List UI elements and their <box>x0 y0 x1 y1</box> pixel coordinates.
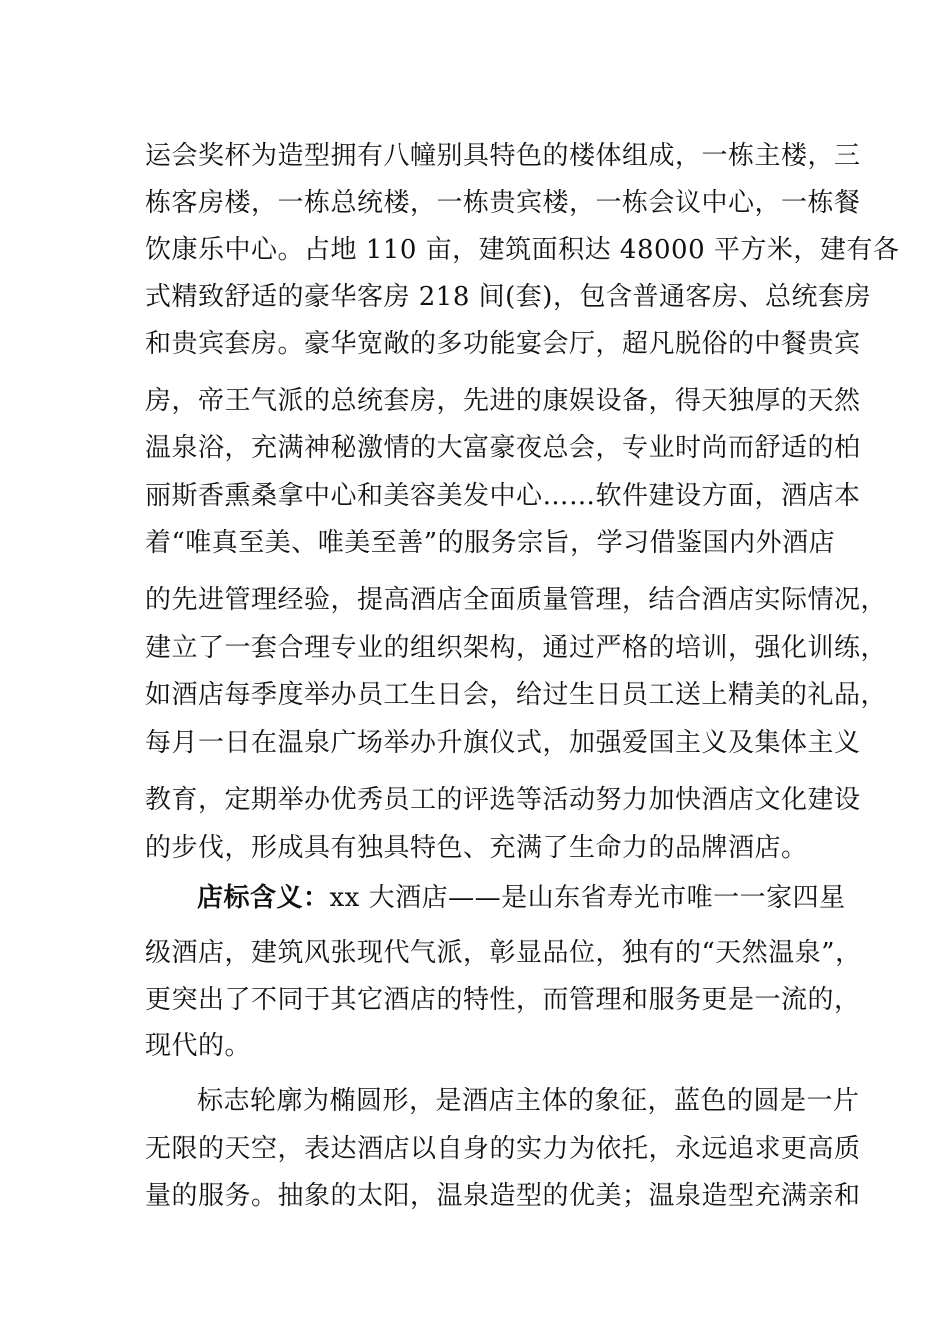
paragraph-line: 栋客房楼，一栋总统楼，一栋贵宾楼，一栋会议中心，一栋餐 <box>145 188 861 218</box>
paragraph-line: 式精致舒适的豪华客房 218 间(套)，包含普通客房、总统套房 <box>145 282 871 312</box>
paragraph-line: 温泉浴，充满神秘激情的大富豪夜总会，专业时尚而舒适的柏 <box>145 433 861 463</box>
paragraph-line: 量的服务。抽象的太阳，温泉造型的优美；温泉造型充满亲和 <box>145 1181 861 1211</box>
paragraph-first-line: 标志轮廓为椭圆形，是酒店主体的象征，蓝色的圆是一片 <box>197 1086 860 1116</box>
paragraph-line: 每月一日在温泉广场举办升旗仪式，加强爱国主义及集体主义 <box>145 728 861 758</box>
paragraph-line: 更突出了不同于其它酒店的特性，而管理和服务更是一流的， <box>145 985 861 1015</box>
paragraph-line: 教育，定期举办优秀员工的评选等活动努力加快酒店文化建设 <box>145 785 861 815</box>
paragraph-line: 运会奖杯为造型拥有八幢别具特色的楼体组成，一栋主楼，三 <box>145 141 861 171</box>
paragraph-line: 和贵宾套房。豪华宽敞的多功能宴会厅，超凡脱俗的中餐贵宾 <box>145 329 861 359</box>
paragraph-line: 着“唯真至美、唯美至善”的服务宗旨，学习借鉴国内外酒店 <box>145 528 836 558</box>
paragraph-line: 建立了一套合理专业的组织架构，通过严格的培训，强化训练， <box>145 633 888 663</box>
paragraph-line: 房，帝王气派的总统套房，先进的康娱设备，得天独厚的天然 <box>145 386 861 416</box>
paragraph-line: 现代的。 <box>145 1031 252 1061</box>
paragraph-line: 饮康乐中心。占地 110 亩，建筑面积达 48000 平方米，建有各 <box>145 235 900 265</box>
paragraph-text: xx 大酒店——是山东省寿光市唯一一家四星 <box>329 883 846 913</box>
paragraph-line: 的先进管理经验，提高酒店全面质量管理，结合酒店实际情况， <box>145 585 888 615</box>
paragraph-line: 级酒店，建筑风张现代气派，彰显品位，独有的“天然温泉”， <box>145 938 862 968</box>
paragraph-first-line <box>197 883 846 913</box>
paragraph-line: 丽斯香熏桑拿中心和美容美发中心……软件建设方面，酒店本 <box>145 481 861 511</box>
paragraph-line: 如酒店每季度举办员工生日会，给过生日员工送上精美的礼品， <box>145 680 888 710</box>
paragraph-line: 无限的天空，表达酒店以自身的实力为依托，永远追求更高质 <box>145 1134 861 1164</box>
paragraph-line: 的步伐，形成具有独具特色、充满了生命力的品牌酒店。 <box>145 833 808 863</box>
section-label: 店标含义： <box>197 883 330 913</box>
